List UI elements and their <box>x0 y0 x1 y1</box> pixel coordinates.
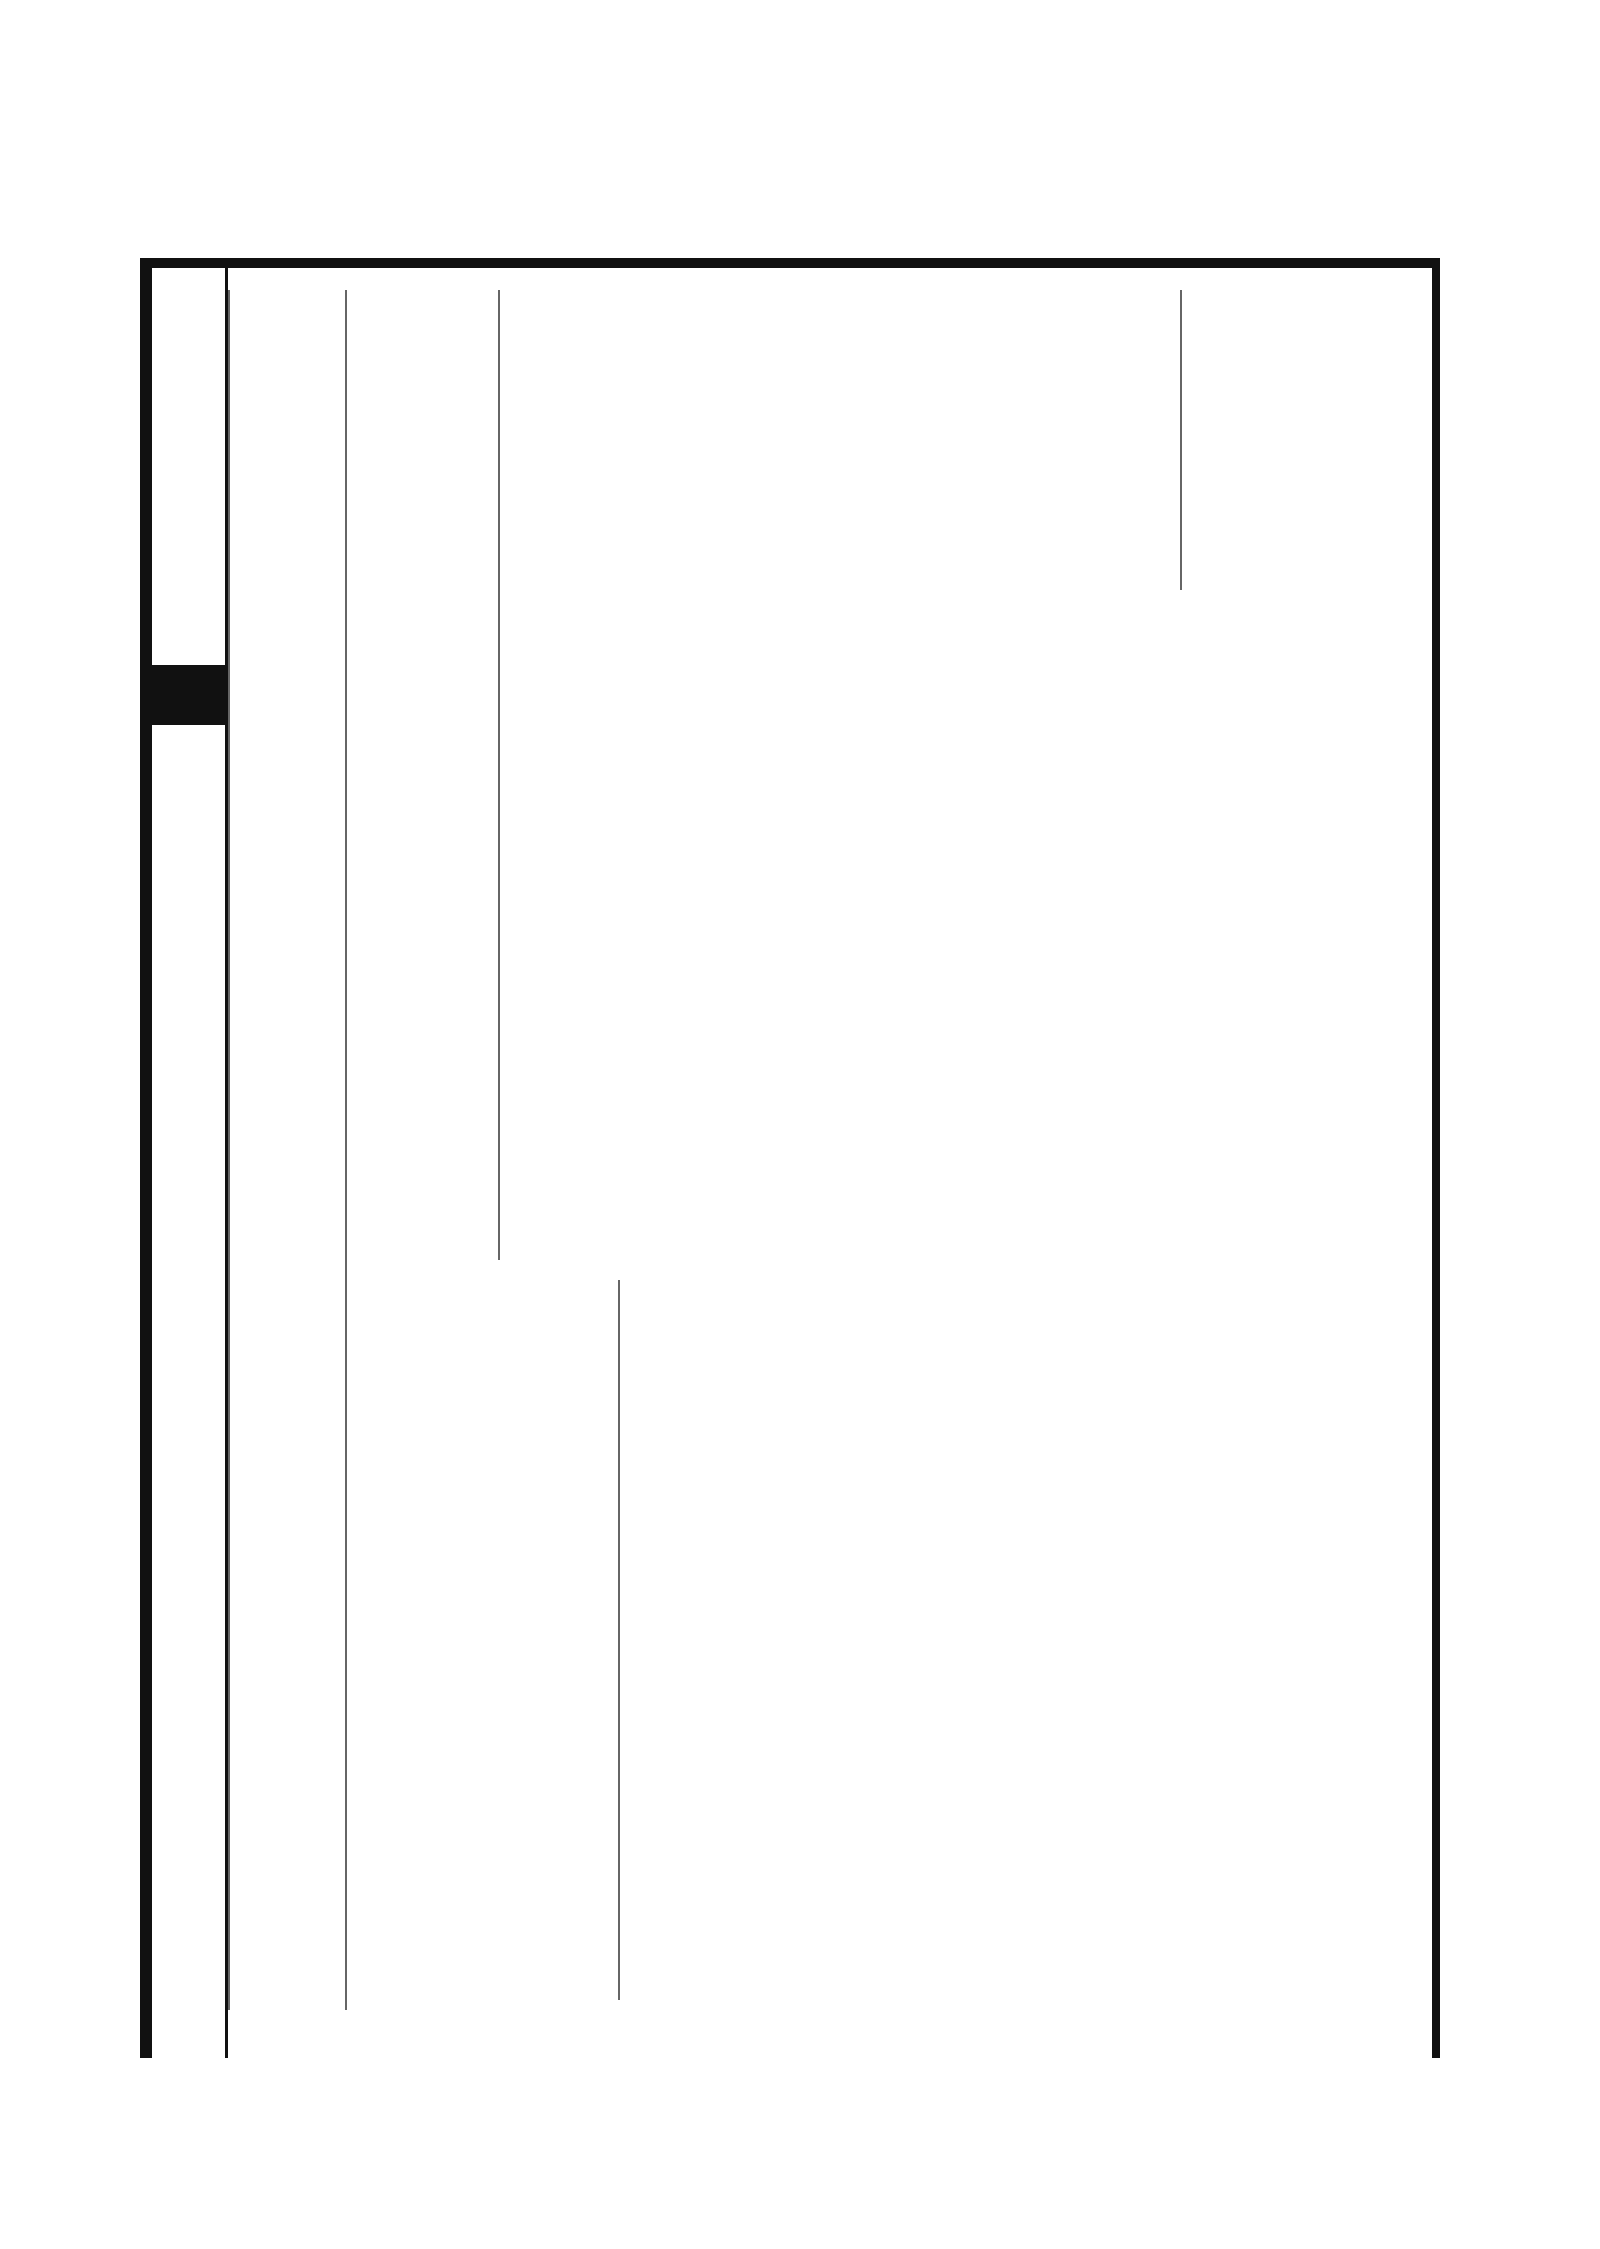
margin-black-block <box>140 665 225 725</box>
column-divider <box>618 1280 620 2000</box>
column-divider <box>345 290 347 2010</box>
column-divider <box>228 290 230 2010</box>
column-divider <box>498 290 500 1260</box>
page-border <box>140 258 1440 2058</box>
column-divider <box>1180 290 1182 590</box>
